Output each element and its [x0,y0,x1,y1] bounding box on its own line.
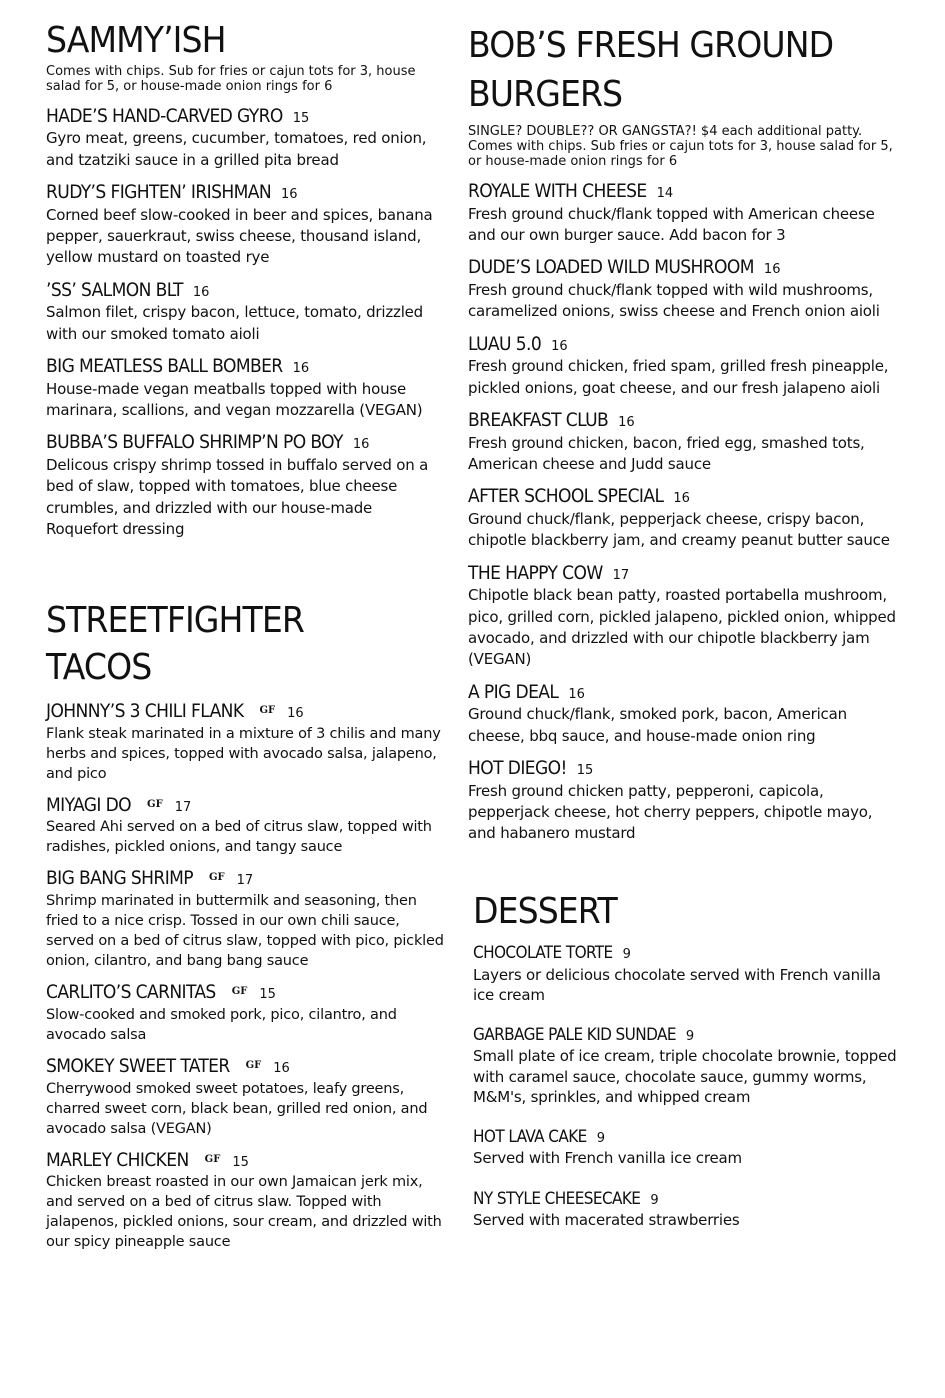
menu-item-header [46,279,446,303]
menu-item-name: THE HAPPY COW [468,561,603,584]
menu-item-price: 17 [236,873,254,889]
menu-item [46,700,446,784]
gluten-free-badge: GF [147,798,163,810]
gluten-free-badge: GF [245,1059,262,1071]
menu-item-name: ROYALE WITH CHEESE [468,180,647,202]
menu-item-header [468,409,898,433]
menu-item [473,1025,898,1107]
menu-item [46,105,446,171]
menu-item-header [468,485,898,509]
menu-item-name: AFTER SCHOOL SPECIAL [468,485,664,508]
dessert-title: DESSERT [473,890,617,932]
menu-item-price: 16 [192,284,210,300]
menu-item [468,485,898,551]
menu-item-price: 9 [596,1131,606,1147]
menu-item [468,180,898,246]
menu-item [46,1149,446,1253]
menu-item [473,943,898,1005]
menu-item-description: Layers or delicious chocolate served with French vanilla ice cream [473,965,881,1004]
menu-item-header [468,681,898,705]
menu-item-header [468,562,898,586]
menu-item-description: Slow-cooked and smoked pork, pico, cilantro, and avocado salsa [46,1006,397,1043]
menu-item [468,256,898,322]
menu-item-name: BUBBA’S BUFFALO SHRIMP’N PO BOY [46,431,343,454]
menu-item [468,757,898,845]
menu-item [46,431,446,540]
menu-item-price: 16 [273,1060,290,1076]
sammyish-description: Comes with chips. Sub for fries or cajun tots for 3, house salad for 5, or house-made onion rings for 6 [46,63,416,94]
menu-item-price: 16 [551,338,568,354]
menu-item-description: Shrimp marinated in buttermilk and seasoning, then fried to a nice crisp. Tossed in our own chili sauce, served on a bed of citrus slaw, topped with pico, pickled onion, cilantro, and bang bang sauce [46,893,444,970]
menu-item-header [46,794,446,818]
menu-item-price: 9 [622,947,631,963]
gluten-free-badge: GF [259,704,276,716]
menu-item-name: CARLITO’S CARNITAS [46,981,216,1004]
menu-item-price: 15 [292,110,310,126]
menu-item-description: Fresh ground chicken, fried spam, grilled fresh pineapple, pickled onions, goat cheese, and our fresh jalapeno aioli [468,357,889,397]
menu-item [46,794,446,858]
menu-item-price: 9 [650,1192,659,1208]
tacos-section [46,598,446,1252]
menu-item-description: Salmon filet, crispy bacon, lettuce, tomato, drizzled with our smoked tomato aioli [46,303,424,343]
menu-item-name: HADE’S HAND-CARVED GYRO [46,104,283,127]
menu-item-header [46,105,446,129]
menu-item-name: A PIG DEAL [468,680,559,703]
menu-item [473,1189,898,1231]
menu-item-description: Corned beef slow-cooked in beer and spices, banana pepper, sauerkraut, swiss cheese, thousand island, yellow mustard on toasted rye [46,205,433,267]
right-column [468,22,898,1250]
menu-item-price: 16 [352,437,370,453]
menu-item-price: 16 [287,705,304,721]
menu-item-price: 9 [685,1029,695,1045]
menu-item [46,279,446,345]
menu-item-name: MIYAGI DO [46,793,132,816]
menu-item-description: Chipotle black bean patty, roasted portabella mushroom, pico, grilled corn, pickled jalapeno, pickled onion, whipped avocado, and drizzled with our chipotle blackberry jam (VEGAN) [468,586,896,669]
menu-item-description: Chicken breast roasted in our own Jamaican jerk mix, and served on a bed of citrus slaw. Topped with jalapenos, pickled onions, sour cream, and drizzled with our spicy pineapple sauce [46,1174,442,1251]
menu-item-name: LUAU 5.0 [468,332,542,355]
menu-item-description: Cherrywood smoked sweet potatoes, leafy greens, charred sweet corn, black bean, grilled red onion, and avocado salsa (VEGAN) [46,1080,428,1137]
menu-item-price: 16 [763,262,781,278]
gluten-free-badge: GF [209,872,225,884]
menu-item-header [46,181,446,205]
menu-item-header [473,1127,898,1148]
menu-item-name: GARBAGE PALE KID SUNDAE [473,1025,676,1046]
menu-item-header [46,867,446,891]
menu-item-header [46,355,446,379]
burgers-title-line1: BOB’S FRESH GROUND [468,25,834,66]
menu-item-header [468,757,898,781]
menu-item-description: Delicous crispy shrimp tossed in buffalo served on a bed of slaw, topped with tomatoes, blue cheese crumbles, and drizzled with our house-made Roquefort dressing [46,456,429,538]
menu-item-header [46,981,446,1005]
menu-item-name: NY STYLE CHEESECAKE [473,1188,641,1209]
menu-item [468,681,898,747]
menu-item-price: 17 [174,799,192,815]
menu-item-price: 16 [281,187,298,203]
menu-item-header [473,943,898,964]
menu-item-header [473,1189,898,1210]
menu-item-name: BIG MEATLESS BALL BOMBER [46,355,283,377]
menu-item [468,333,898,399]
menu-item-header [468,256,898,280]
menu-item [46,355,446,421]
menu-item-description: Fresh ground chicken, bacon, fried egg, smashed tots, American cheese and Judd sauce [468,433,865,474]
menu-item-header [46,431,446,455]
menu-item-name: ’SS’ SALMON BLT [46,278,183,301]
menu-item [468,409,898,475]
menu-item [46,181,446,269]
menu-item-header [46,1055,446,1079]
menu-item-description: Served with French vanilla ice cream [473,1149,742,1168]
menu-item-price: 16 [568,686,585,702]
menu-item-description: Small plate of ice cream, triple chocolate brownie, topped with caramel sauce, chocolate sauce, gummy worms, M&M's, sprinkles, and whipped cream [473,1047,897,1106]
menu-item-price: 16 [618,415,635,431]
menu-item-price: 16 [673,491,690,507]
menu-item [473,1127,898,1169]
sammyish-items [46,105,446,541]
menu-item-header [46,1149,446,1173]
menu-item-name: CHOCOLATE TORTE [473,943,613,964]
dessert-section [473,889,898,1231]
sammyish-section [46,18,446,540]
menu-item-description: Gyro meat, greens, cucumber, tomatoes, red onion, and tzatziki sauce in a grilled pita bread [46,129,427,169]
menu-item-name: RUDY’S FIGHTEN’ IRISHMAN [46,181,272,204]
menu-item-description: Fresh ground chuck/flank topped with American cheese and our own burger sauce. Add bacon for 3 [468,204,875,245]
menu-item-description: Flank steak marinated in a mixture of 3 chilis and many herbs and spices, topped with avocado salsa, jalapeno, and pico [46,725,441,782]
menu-item-price: 15 [259,987,276,1003]
tacos-items [46,700,446,1253]
menu-item-price: 15 [232,1154,249,1170]
menu-item-price: 14 [656,186,674,201]
tacos-title: STREETFIGHTER TACOS [46,600,304,689]
menu-item-description: Ground chuck/flank, pepperjack cheese, crispy bacon, chipotle blackberry jam, and creamy peanut butter sauce [468,510,890,550]
menu-item [46,981,446,1045]
menu-item-price: 16 [292,361,310,376]
sammyish-title: SAMMY’ISH [46,20,226,61]
menu-item-header [473,1025,898,1046]
menu-item-price: 15 [576,763,594,778]
burgers-section [468,22,898,845]
menu-item-description: Served with macerated strawberries [473,1210,740,1229]
menu-item-name: SMOKEY SWEET TATER [46,1054,230,1077]
menu-item [46,1055,446,1139]
menu-item-name: MARLEY CHICKEN [46,1148,189,1171]
burgers-items [468,180,898,845]
menu-item-header [468,180,898,204]
burgers-title-line2: BURGERS [468,73,623,115]
left-column [46,18,446,1262]
menu-item-name: BIG BANG SHRIMP [46,867,193,890]
dessert-items [473,943,898,1230]
menu-item-name: BREAKFAST CLUB [468,409,609,432]
burgers-title [468,22,864,119]
gluten-free-badge: GF [231,986,248,998]
menu-item-name: HOT DIEGO! [468,757,567,779]
burgers-description: SINGLE? DOUBLE?? OR GANGSTA?! $4 each additional patty. Comes with chips. Sub fries or cajun tots for 3, house salad for 5, or house-made onion rings for 6 [468,124,893,170]
menu-item-description: Fresh ground chicken patty, pepperoni, capicola, pepperjack cheese, hot cherry peppers, chipotle mayo, and habanero mustard [468,781,873,843]
gluten-free-badge: GF [204,1153,221,1165]
menu-item-name: HOT LAVA CAKE [473,1127,587,1148]
menu-item-description: House-made vegan meatballs topped with house marinara, scallions, and vegan mozzarella (VEGAN) [46,379,423,420]
menu-item-description: Seared Ahi served on a bed of citrus slaw, topped with radishes, pickled onions, and tangy sauce [46,819,432,856]
menu-item [46,867,446,971]
menu-item [468,562,898,671]
menu-item-description: Ground chuck/flank, smoked pork, bacon, American cheese, bbq sauce, and house-made onion ring [468,705,847,745]
menu-item-price: 17 [612,567,630,583]
menu-item-header [46,700,446,724]
menu-item-name: JOHNNY’S 3 CHILI FLANK [46,699,244,722]
menu-item-header [468,333,898,357]
menu-item-name: DUDE’S LOADED WILD MUSHROOM [468,256,754,279]
menu-item-description: Fresh ground chuck/flank topped with wild mushrooms, caramelized onions, swiss cheese and French onion aioli [468,281,880,321]
